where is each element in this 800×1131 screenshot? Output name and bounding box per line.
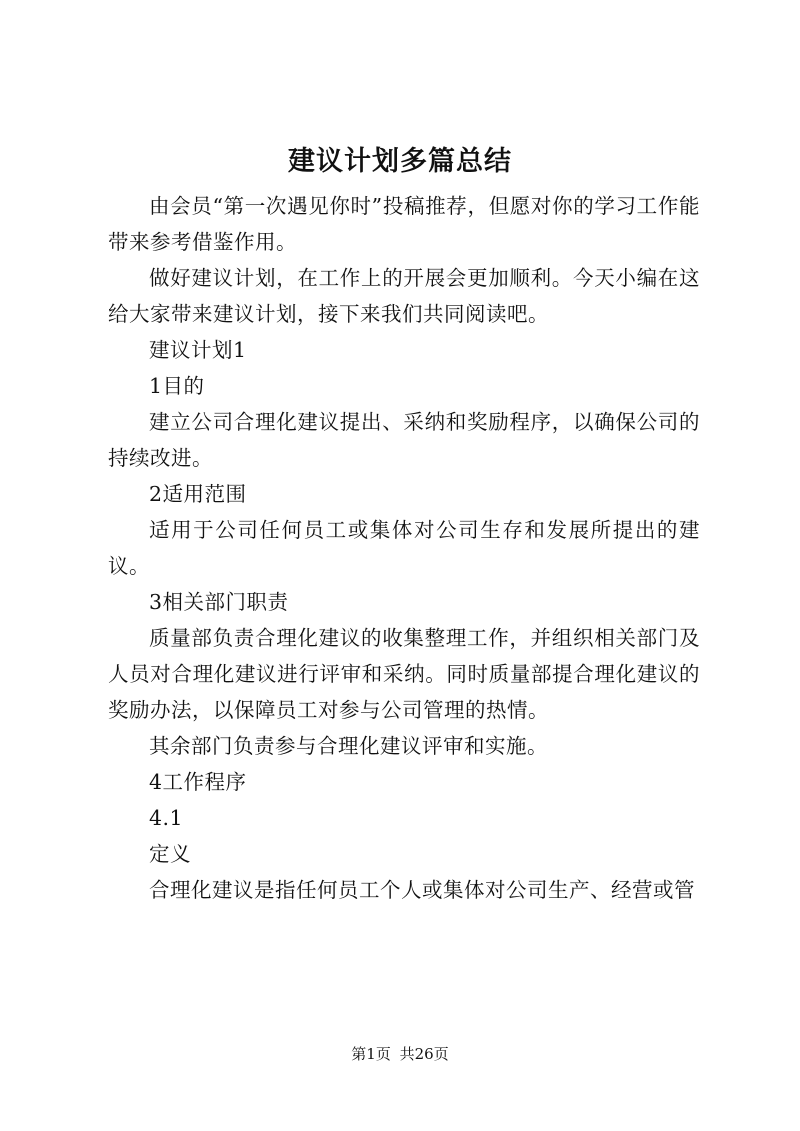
page-footer: [0, 1043, 800, 1065]
page-total: 共26页: [399, 1045, 449, 1063]
paragraph-other-depts: 其余部门负责参与合理化建议评审和实施。: [149, 734, 548, 758]
section-heading-definition: 定义: [149, 842, 191, 866]
section-heading-scope: 2适用范围: [149, 482, 247, 506]
section-heading-plan-1: 建议计划1: [149, 338, 247, 362]
paragraph-intro: 由会员“第一次遇见你时”投稿推荐，但愿对你的学习工作能带来参考借鉴作用。: [108, 194, 700, 254]
document-body: [108, 188, 700, 908]
paragraph-quality-dept: 质量部负责合理化建议的收集整理工作，并组织相关部门及人员对合理化建议进行评审和采纳。同时质量部提合理化建议的奖励办法，以保障员工对参与公司管理的热情。: [108, 626, 700, 722]
document-title: 建议计划多篇总结: [288, 146, 512, 177]
paragraph-preface: 做好建议计划，在工作上的开展会更加顺利。今天小编在这给大家带来建议计划，接下来我们共同阅读吧。: [108, 266, 700, 326]
page-number: 第1页: [351, 1045, 391, 1063]
section-heading-responsibilities: 3相关部门职责: [149, 590, 289, 614]
paragraph-definition: 合理化建议是指任何员工个人或集体对公司生产、经营或管: [149, 878, 695, 902]
section-number-4-1: 4.1: [149, 806, 184, 830]
paragraph-scope: 适用于公司任何员工或集体对公司生存和发展所提出的建议。: [108, 518, 700, 578]
section-heading-procedure: 4工作程序: [149, 770, 247, 794]
section-heading-purpose: 1目的: [149, 374, 205, 398]
paragraph-purpose: 建立公司合理化建议提出、采纳和奖励程序，以确保公司的持续改进。: [108, 410, 700, 470]
